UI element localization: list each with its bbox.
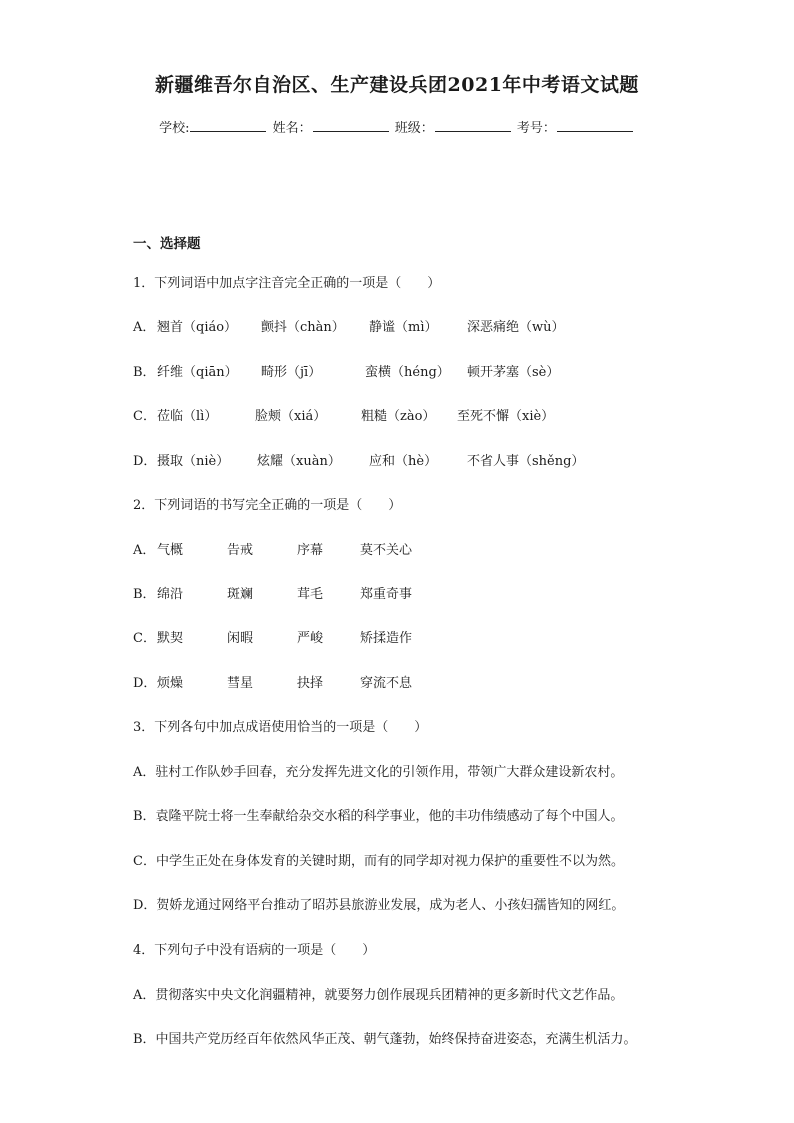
class-blank [435, 119, 511, 132]
name-blank [313, 119, 389, 132]
option-item: 应和（hè） [369, 454, 438, 469]
question-1-option-d [133, 450, 584, 469]
option-item: 纤维（qiān） [157, 365, 238, 380]
option-item: 闲暇 [227, 631, 254, 646]
option-item: 畸形（jī） [261, 365, 322, 380]
question-2-option-c [133, 627, 412, 646]
option-letter: D． [133, 676, 157, 691]
question-stem-1: 1．下列词语中加点字注音完全正确的一项是（ ） [133, 276, 441, 291]
option-item: 穿流不息 [360, 676, 413, 691]
question-3-option-a: A．驻村工作队妙手回春，充分发挥先进文化的引领作用，带领广大群众建设新农村。 [133, 765, 624, 780]
exam-title: 新疆维吾尔自治区、生产建设兵团2021年中考语文试题 [155, 74, 639, 96]
option-letter: C． [133, 409, 156, 424]
option-item: 茸毛 [297, 587, 324, 602]
question-1-option-c [133, 405, 554, 424]
school-blank [190, 119, 266, 132]
question-stem-2: 2．下列词语的书写完全正确的一项是（ ） [133, 498, 402, 513]
option-item: 抉择 [297, 676, 324, 691]
option-letter: A． [133, 543, 156, 558]
question-stem-4: 4．下列句子中没有语病的一项是（ ） [133, 943, 376, 958]
option-letter: A． [133, 320, 156, 335]
option-letter: C． [133, 631, 156, 646]
exam-number-blank [557, 119, 633, 132]
option-letter: B． [133, 587, 156, 602]
option-item: 莫不关心 [360, 543, 413, 558]
school-label: 学校: [159, 121, 190, 136]
question-4-option-b: B．中国共产党历经百年依然风华正茂、朝气蓬勃，始终保持奋进姿态，充满生机活力。 [133, 1032, 637, 1047]
question-2-option-b [133, 583, 412, 602]
exam-number-label: 考号： [516, 121, 556, 136]
option-item: 粗糙（zào） [361, 409, 436, 424]
option-item: 不省人事（shěng） [467, 454, 585, 469]
option-item: 气概 [157, 543, 184, 558]
option-item: 蛮横（héng） [365, 365, 450, 380]
section-heading: 一、选择题 [133, 236, 201, 252]
option-letter: B． [133, 365, 156, 380]
option-item: 严峻 [297, 631, 324, 646]
option-item: 矫揉造作 [360, 631, 413, 646]
question-4-option-a: A．贯彻落实中央文化润疆精神，就要努力创作展现兵团精神的更多新时代文艺作品。 [133, 988, 624, 1003]
option-item: 郑重奇事 [360, 587, 413, 602]
class-label: 班级： [394, 121, 434, 136]
question-1-option-a [133, 316, 565, 335]
option-item: 烦燥 [157, 676, 184, 691]
option-letter: D． [133, 454, 157, 469]
option-item: 翘首（qiáo） [157, 320, 238, 335]
option-item: 告戒 [227, 543, 254, 558]
option-item: 彗星 [227, 676, 254, 691]
option-item: 静谧（mì） [369, 320, 438, 335]
option-item: 顿开茅塞（sè） [467, 365, 560, 380]
option-item: 斑斓 [227, 587, 254, 602]
option-item: 脸颊（xiá） [255, 409, 327, 424]
name-label: 姓名： [272, 121, 312, 136]
question-1-option-b [133, 361, 559, 380]
question-3-option-b: B．袁隆平院士将一生奉献给杂交水稻的科学事业，他的丰功伟绩感动了每个中国人。 [133, 809, 624, 824]
option-item: 炫耀（xuàn） [257, 454, 341, 469]
question-2-option-a [133, 539, 412, 558]
option-item: 莅临（lì） [157, 409, 218, 424]
option-item: 深恶痛绝（wù） [467, 320, 565, 335]
option-item: 序幕 [297, 543, 324, 558]
option-item: 绵沿 [157, 587, 184, 602]
student-info-line [0, 117, 794, 136]
question-stem-3: 3．下列各句中加点成语使用恰当的一项是（ ） [133, 720, 428, 735]
option-item: 颤抖（chàn） [261, 320, 345, 335]
question-3-option-c: C．中学生正处在身体发育的关键时期，而有的同学却对视力保护的重要性不以为然。 [133, 854, 624, 869]
option-item: 摄取（niè） [157, 454, 230, 469]
option-item: 至死不懈（xiè） [457, 409, 555, 424]
question-2-option-d [133, 672, 412, 691]
question-3-option-d: D．贺娇龙通过网络平台推动了昭苏县旅游业发展，成为老人、小孩妇孺皆知的网红。 [133, 898, 625, 913]
option-item: 默契 [157, 631, 184, 646]
